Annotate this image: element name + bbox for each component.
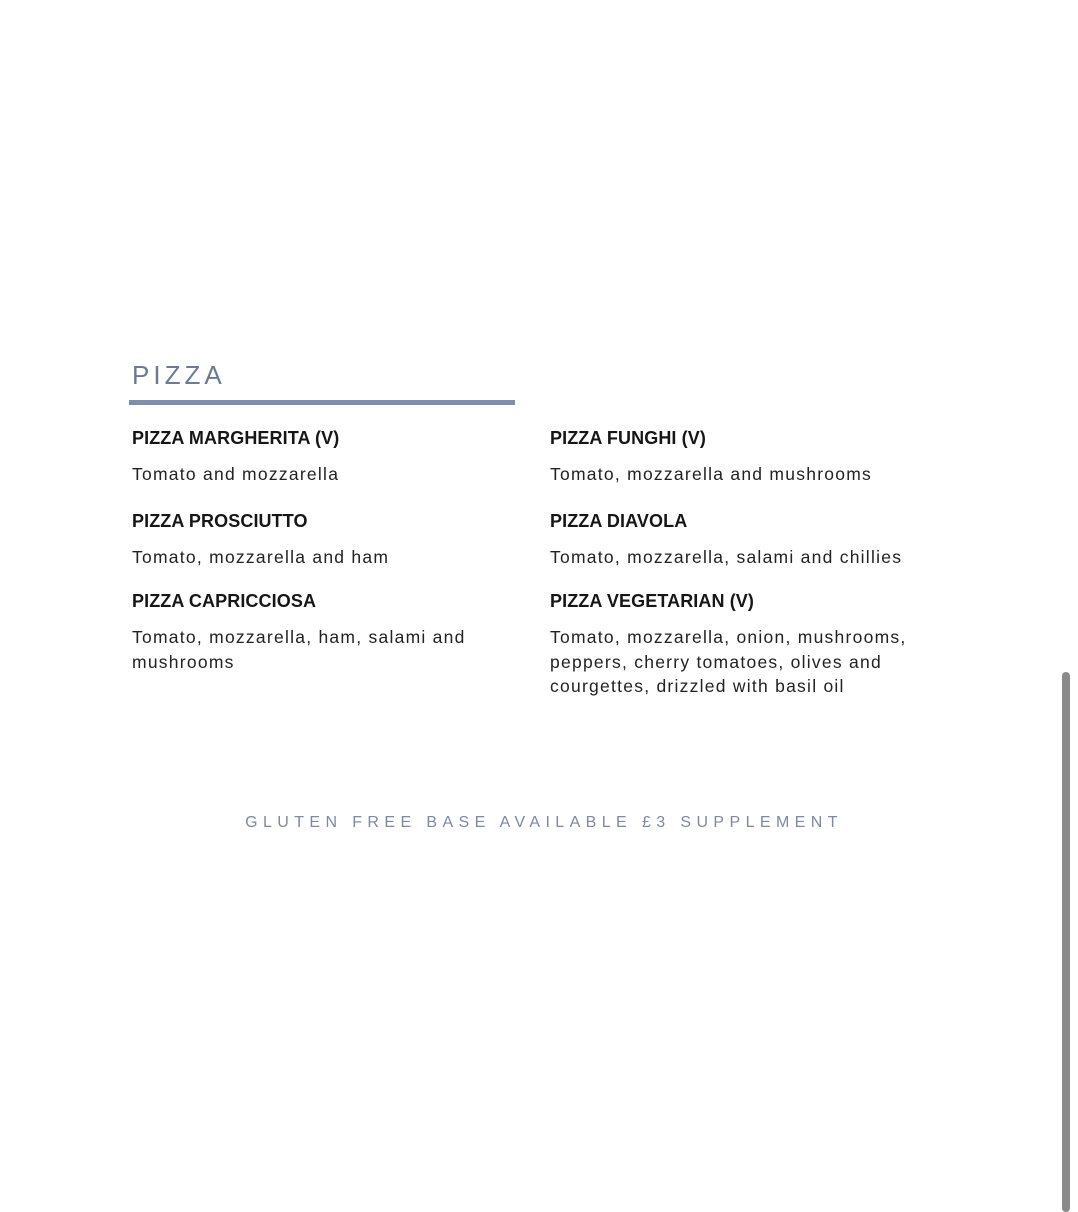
item-name: PIZZA PROSCIUTTO xyxy=(132,511,308,531)
menu-item-capricciosa xyxy=(132,590,504,674)
item-description: Tomato, mozzarella, ham, salami and mushrooms xyxy=(132,627,466,672)
menu-item-prosciutto xyxy=(132,510,532,570)
item-description: Tomato, mozzarella and ham xyxy=(132,547,390,567)
menu-item-funghi xyxy=(550,427,950,487)
gluten-free-note: GLUTEN FREE BASE AVAILABLE £3 SUPPLEMENT xyxy=(245,814,843,831)
item-name: PIZZA FUNGHI (V) xyxy=(550,428,706,448)
item-name: PIZZA VEGETARIAN (V) xyxy=(550,591,754,611)
item-description: Tomato, mozzarella, onion, mushrooms, peppers, cherry tomatoes, olives and courgettes, drizzled with basil oil xyxy=(550,627,907,696)
item-name: PIZZA CAPRICCIOSA xyxy=(132,591,317,611)
item-description: Tomato, mozzarella, salami and chillies xyxy=(550,547,903,567)
item-description: Tomato and mozzarella xyxy=(132,464,340,484)
section-title: PIZZA xyxy=(132,360,226,390)
item-description: Tomato, mozzarella and mushrooms xyxy=(550,464,873,484)
menu-item-margherita xyxy=(132,427,532,487)
title-underline xyxy=(129,400,515,405)
menu-item-diavola xyxy=(550,510,950,570)
item-name: PIZZA DIAVOLA xyxy=(550,511,688,531)
item-name: PIZZA MARGHERITA (V) xyxy=(132,428,340,448)
scrollbar-thumb[interactable] xyxy=(1062,672,1070,1212)
menu-item-vegetarian xyxy=(550,590,950,699)
